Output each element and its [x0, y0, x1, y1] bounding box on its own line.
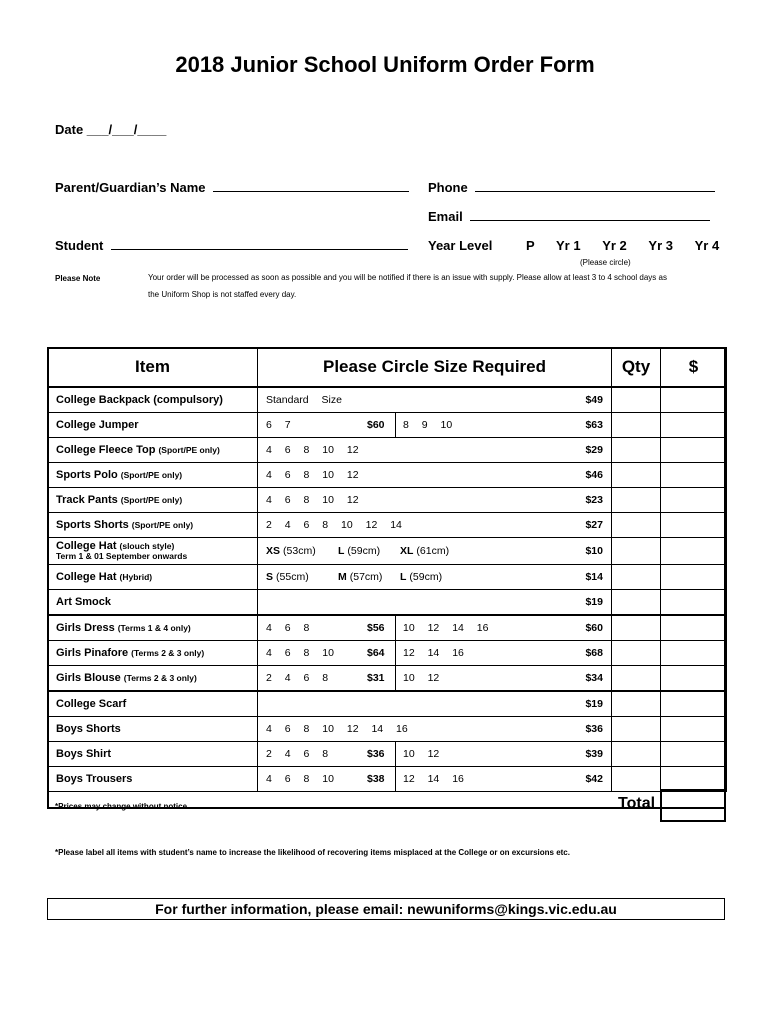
size-options[interactable]: 6 7: [266, 419, 291, 431]
date-field[interactable]: Date ___/___/____: [55, 122, 167, 137]
size-cell: [258, 438, 612, 463]
item-note: (Sport/PE only): [131, 520, 194, 530]
size-options[interactable]: 4 6 8 10 12: [266, 494, 359, 506]
size-cell: [258, 767, 612, 792]
item-name: College Hat: [56, 571, 117, 583]
item-cell: [48, 413, 258, 438]
size-options[interactable]: 2 4 6 8: [266, 748, 329, 760]
size-options-2[interactable]: 10 12: [403, 672, 440, 684]
table-row: [48, 590, 727, 616]
table-row: [48, 413, 727, 438]
item-cell: [48, 513, 258, 538]
table-row: [48, 641, 727, 666]
item-price: $63: [585, 419, 603, 431]
year-level: [428, 238, 719, 253]
item-cell: [48, 538, 258, 565]
parent-name-field[interactable]: [55, 180, 409, 195]
item-cell: [48, 717, 258, 742]
hat-size-code: XS: [266, 545, 281, 557]
amount-input[interactable]: [661, 413, 727, 438]
item-price: $23: [585, 494, 603, 506]
table-row: [48, 666, 727, 692]
qty-input[interactable]: [612, 463, 661, 488]
size-divider: [395, 767, 396, 791]
table-row: [48, 463, 727, 488]
amount-input[interactable]: [661, 565, 727, 590]
hat-size-cm: (61cm): [416, 545, 450, 557]
item-name: Boys Trousers: [56, 773, 133, 785]
item-price: $10: [585, 545, 603, 557]
table-row: [48, 387, 727, 413]
item-name: College Fleece Top: [56, 444, 156, 456]
qty-input[interactable]: [612, 488, 661, 513]
item-price: $36: [585, 723, 603, 735]
parent-name-label: Parent/Guardian’s Name: [55, 180, 206, 195]
item-note: (Sport/PE only): [120, 495, 183, 505]
item-price: $14: [585, 571, 603, 583]
year-option-yr4[interactable]: Yr 4: [694, 238, 720, 253]
size-divider: [395, 641, 396, 665]
hat-size-option[interactable]: [266, 545, 316, 557]
size-cell: [258, 615, 612, 641]
header-item: Item: [48, 348, 258, 388]
item-price: $34: [585, 672, 603, 684]
item-cell: [48, 488, 258, 513]
amount-input[interactable]: [661, 488, 727, 513]
hat-size-option[interactable]: [338, 545, 380, 557]
size-divider: [395, 616, 396, 640]
size-options[interactable]: 4 6 8 10 12: [266, 444, 359, 456]
amount-input[interactable]: [661, 538, 727, 565]
label-note: *Please label all items with student’s name to increase the likelihood of recovering items misplaced at the College or on excursions etc.: [55, 848, 570, 857]
item-note: (slouch style): [119, 541, 175, 551]
amount-input[interactable]: [661, 742, 727, 767]
size-options[interactable]: 4 6 8 10: [266, 647, 334, 659]
size-cell: [258, 463, 612, 488]
parent-name-line[interactable]: [213, 180, 409, 192]
size-options-2[interactable]: 8 9 10: [403, 419, 453, 431]
size-cell: [258, 742, 612, 767]
qty-input[interactable]: [612, 742, 661, 767]
item-cell: [48, 463, 258, 488]
item-price: $42: [585, 773, 603, 785]
size-options[interactable]: 4 6 8 10 12: [266, 469, 359, 481]
student-field[interactable]: [55, 238, 408, 253]
hat-size-cm: (53cm): [283, 545, 316, 557]
year-option-p[interactable]: P: [525, 238, 535, 253]
size-cell: [258, 488, 612, 513]
hat-size-code: L: [400, 571, 407, 583]
note-line-2: the Uniform Shop is not staffed every day.: [148, 290, 297, 299]
size-options[interactable]: 4 6 8 10 12 14 16: [266, 723, 408, 735]
size-group-price: $38: [367, 773, 385, 785]
table-row: [48, 438, 727, 463]
qty-input[interactable]: [612, 538, 661, 565]
table-row: [48, 717, 727, 742]
size-group-price: $64: [367, 647, 385, 659]
hat-size-option[interactable]: [400, 545, 449, 557]
item-note: (Sport/PE only): [120, 470, 183, 480]
table-row: [48, 691, 727, 717]
table-row: [48, 767, 727, 792]
phone-line[interactable]: [475, 180, 715, 192]
qty-input[interactable]: [612, 438, 661, 463]
hat-size-cm: (59cm): [347, 545, 381, 557]
amount-input[interactable]: [661, 513, 727, 538]
hat-size-option[interactable]: [338, 571, 382, 583]
item-price: $27: [585, 519, 603, 531]
student-line[interactable]: [111, 238, 408, 250]
size-cell: [258, 513, 612, 538]
hat-size-option[interactable]: [400, 571, 442, 583]
qty-input[interactable]: [612, 767, 661, 792]
hat-size-code: XL: [400, 545, 414, 557]
item-name: Boys Shirt: [56, 748, 112, 760]
size-cell: [258, 641, 612, 666]
note-line-1: Your order will be processed as soon as possible and you will be notified if there is an issue with supply. Please allow at least 3 to 4 school days as: [148, 273, 667, 282]
qty-input[interactable]: [612, 717, 661, 742]
qty-input[interactable]: [612, 641, 661, 666]
header-price: $: [661, 348, 727, 388]
qty-input[interactable]: [612, 666, 661, 692]
item-name: Art Smock: [56, 596, 112, 608]
hat-size-cm: (59cm): [409, 571, 443, 583]
size-group-price: $60: [367, 419, 385, 431]
size-divider: [395, 742, 396, 766]
item-price: $49: [585, 394, 603, 406]
header-qty: Qty: [612, 348, 661, 388]
amount-input[interactable]: [661, 691, 727, 717]
size-cell: [258, 565, 612, 590]
table-row: [48, 565, 727, 590]
amount-input[interactable]: [661, 438, 727, 463]
item-name: College Jumper: [56, 419, 139, 431]
item-name: College Backpack (compulsory): [56, 394, 223, 406]
footer-contact: For further information, please email: newuniforms@kings.vic.edu.au: [47, 898, 725, 920]
size-cell: [258, 413, 612, 438]
amount-input[interactable]: [661, 717, 727, 742]
item-cell: [48, 666, 258, 692]
year-option-yr3[interactable]: Yr 3: [648, 238, 673, 253]
qty-input[interactable]: [612, 387, 661, 413]
size-options[interactable]: 2 4 6 8 10 12 14: [266, 519, 402, 531]
please-note-label: Please Note: [55, 274, 101, 283]
hat-size-option[interactable]: [266, 571, 309, 583]
size-group-price: $31: [367, 672, 385, 684]
please-circle-hint: (Please circle): [580, 258, 631, 267]
hat-size-code: S: [266, 571, 274, 583]
item-price: $19: [585, 698, 603, 710]
item-name: Girls Dress: [56, 622, 115, 634]
item-price: $19: [585, 596, 603, 608]
item-note: (Terms 1 & 4 only): [117, 623, 191, 633]
order-table: [47, 347, 727, 792]
amount-input[interactable]: [661, 590, 727, 616]
amount-input[interactable]: [661, 387, 727, 413]
item-name: Girls Pinafore: [56, 647, 129, 659]
item-name: Track Pants: [56, 494, 118, 506]
size-cell: [258, 590, 612, 616]
size-options-2[interactable]: 10 12: [403, 748, 440, 760]
qty-input[interactable]: [612, 691, 661, 717]
email-label: Email: [428, 209, 463, 224]
size-options[interactable]: 4 6 8 10: [266, 773, 334, 785]
item-cell: [48, 387, 258, 413]
total-label: Total: [618, 795, 656, 812]
year-option-yr1[interactable]: Yr 1: [556, 238, 581, 253]
item-note: (Terms 2 & 3 only): [123, 673, 197, 683]
size-options[interactable]: 4 6 8: [266, 622, 310, 634]
amount-input[interactable]: [661, 666, 727, 692]
item-note-2: Term 1 & 01 September onwards: [56, 551, 188, 561]
item-name: College Scarf: [56, 698, 127, 710]
qty-input[interactable]: [612, 590, 661, 616]
item-name: College Hat: [56, 540, 117, 552]
item-name: Sports Shorts: [56, 519, 129, 531]
item-name: Sports Polo: [56, 469, 118, 481]
item-price: $46: [585, 469, 603, 481]
item-note: (Terms 2 & 3 only): [131, 648, 205, 658]
table-row: [48, 615, 727, 641]
amount-input[interactable]: [661, 767, 727, 792]
hat-size-cm: (57cm): [349, 571, 383, 583]
size-cell: [258, 717, 612, 742]
item-cell: [48, 438, 258, 463]
year-option-yr2[interactable]: Yr 2: [602, 238, 627, 253]
size-options-2[interactable]: 12 14 16: [403, 647, 464, 659]
phone-field[interactable]: [428, 180, 715, 195]
year-level-label: Year Level: [428, 238, 493, 253]
size-cell: [258, 666, 612, 692]
qty-input[interactable]: [612, 413, 661, 438]
size-cell: [258, 691, 612, 717]
item-cell: [48, 767, 258, 792]
size-divider: [395, 413, 396, 437]
table-row: [48, 538, 727, 565]
item-cell: [48, 742, 258, 767]
amount-input[interactable]: [661, 463, 727, 488]
item-name: Boys Shorts: [56, 723, 121, 735]
hat-size-code: L: [338, 545, 345, 557]
qty-input[interactable]: [612, 565, 661, 590]
size-divider: [395, 666, 396, 690]
size-options[interactable]: Standard Size: [266, 394, 342, 406]
item-cell: [48, 590, 258, 616]
size-options-2[interactable]: 10 12 14 16: [403, 622, 489, 634]
item-price: $68: [585, 647, 603, 659]
size-options[interactable]: 2 4 6 8: [266, 672, 329, 684]
page-title: 2018 Junior School Uniform Order Form: [175, 52, 595, 77]
hat-size-code: M: [338, 571, 347, 583]
item-note: (Sport/PE only): [158, 445, 220, 455]
table-row: [48, 488, 727, 513]
email-line[interactable]: [470, 209, 710, 221]
table-row: [48, 742, 727, 767]
size-group-price: $36: [367, 748, 385, 760]
table-row: [48, 513, 727, 538]
size-options-2[interactable]: 12 14 16: [403, 773, 464, 785]
size-group-price: $56: [367, 622, 385, 634]
qty-input[interactable]: [612, 513, 661, 538]
item-note: (Hybrid): [119, 572, 153, 582]
item-cell: [48, 641, 258, 666]
item-name: Girls Blouse: [56, 672, 121, 684]
qty-input[interactable]: [612, 615, 661, 641]
table-header: [48, 348, 727, 388]
item-price: $60: [585, 622, 603, 634]
student-label: Student: [55, 238, 104, 253]
size-cell: [258, 387, 612, 413]
email-field[interactable]: [428, 209, 710, 224]
item-cell: [48, 565, 258, 590]
item-cell: [48, 615, 258, 641]
item-price: $39: [585, 748, 603, 760]
item-price: $29: [585, 444, 603, 456]
phone-label: Phone: [428, 180, 468, 195]
item-cell: [48, 691, 258, 717]
total-box[interactable]: [660, 789, 726, 822]
hat-size-cm: (55cm): [276, 571, 309, 583]
prices-note: *Prices may change without notice: [55, 802, 188, 811]
amount-input[interactable]: [661, 641, 727, 666]
amount-input[interactable]: [661, 615, 727, 641]
size-cell: [258, 538, 612, 565]
header-size: Please Circle Size Required: [258, 348, 612, 388]
